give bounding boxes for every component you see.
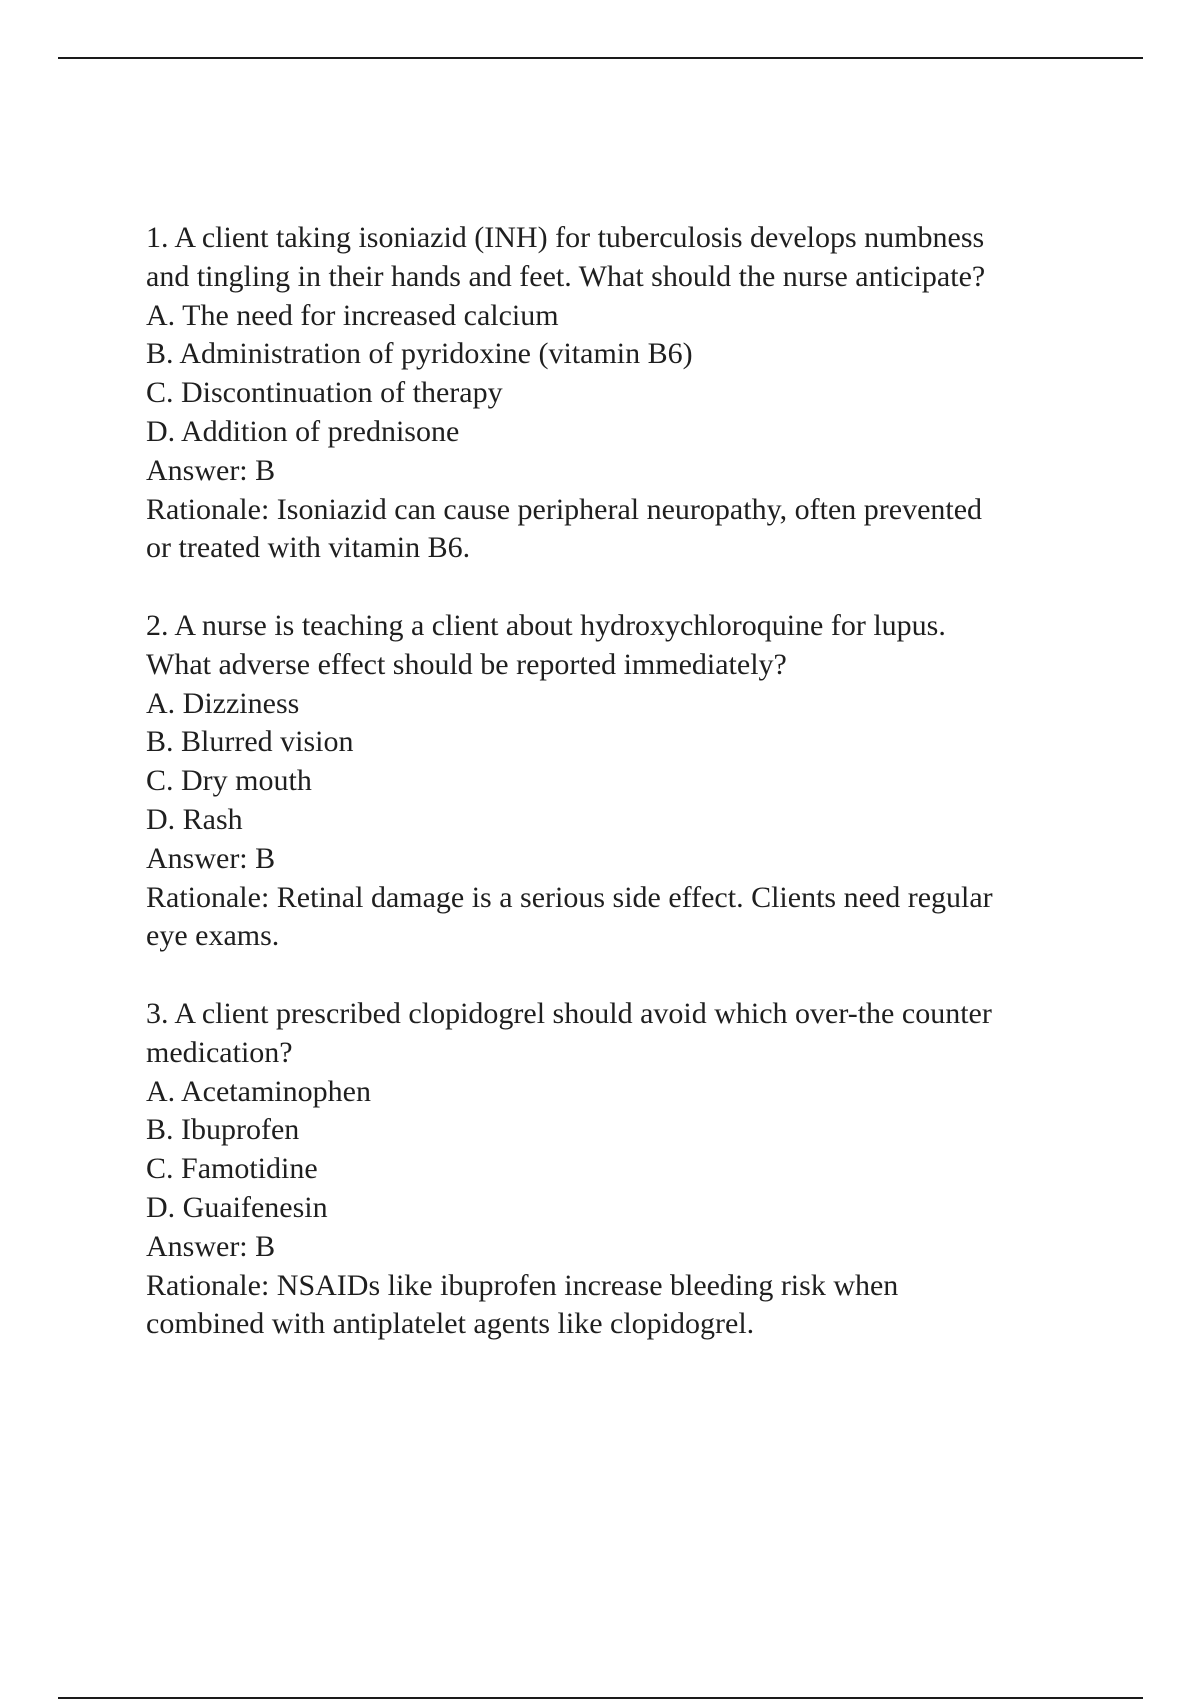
- option-d: D. Rash: [146, 802, 243, 836]
- option-d: D. Guaifenesin: [146, 1190, 328, 1224]
- rationale-text: Rationale: Isoniazid can cause peripheral neuropathy, often prevented or treated with vitamin B6.: [146, 492, 983, 565]
- option-b: B. Ibuprofen: [146, 1113, 300, 1147]
- option-c: C. Dry mouth: [146, 764, 312, 798]
- answer-line: Answer: B: [146, 841, 276, 875]
- bottom-rule: [58, 1697, 1143, 1699]
- option-a: A. Acetaminophen: [146, 1074, 371, 1108]
- option-a: A. Dizziness: [146, 686, 300, 720]
- option-c: C. Famotidine: [146, 1152, 318, 1186]
- answer-line: Answer: B: [146, 453, 276, 487]
- question-2: [146, 607, 1006, 956]
- document-body: [146, 219, 1006, 1344]
- option-c: C. Discontinuation of therapy: [146, 376, 503, 410]
- question-stem: 3. A client prescribed clopidogrel should avoid which over-the counter medication?: [146, 996, 992, 1069]
- question-3: [146, 995, 1006, 1344]
- option-a: A. The need for increased calcium: [146, 298, 559, 332]
- option-d: D. Addition of prednisone: [146, 414, 460, 448]
- option-b: B. Blurred vision: [146, 725, 354, 759]
- option-b: B. Administration of pyridoxine (vitamin B6): [146, 337, 693, 371]
- answer-line: Answer: B: [146, 1229, 276, 1263]
- question-1: [146, 219, 1006, 568]
- question-stem: 2. A nurse is teaching a client about hydroxychloroquine for lupus. What adverse effect should be reported immediately?: [146, 608, 946, 681]
- rationale-text: Rationale: Retinal damage is a serious side effect. Clients need regular eye exams.: [146, 880, 993, 953]
- question-stem: 1. A client taking isoniazid (INH) for tuberculosis develops numbness and tingling in their hands and feet. What should the nurse anticipate?: [146, 221, 986, 293]
- rationale-text: Rationale: NSAIDs like ibuprofen increase bleeding risk when combined with antiplatelet agents like clopidogrel.: [146, 1268, 899, 1341]
- top-rule: [58, 57, 1143, 59]
